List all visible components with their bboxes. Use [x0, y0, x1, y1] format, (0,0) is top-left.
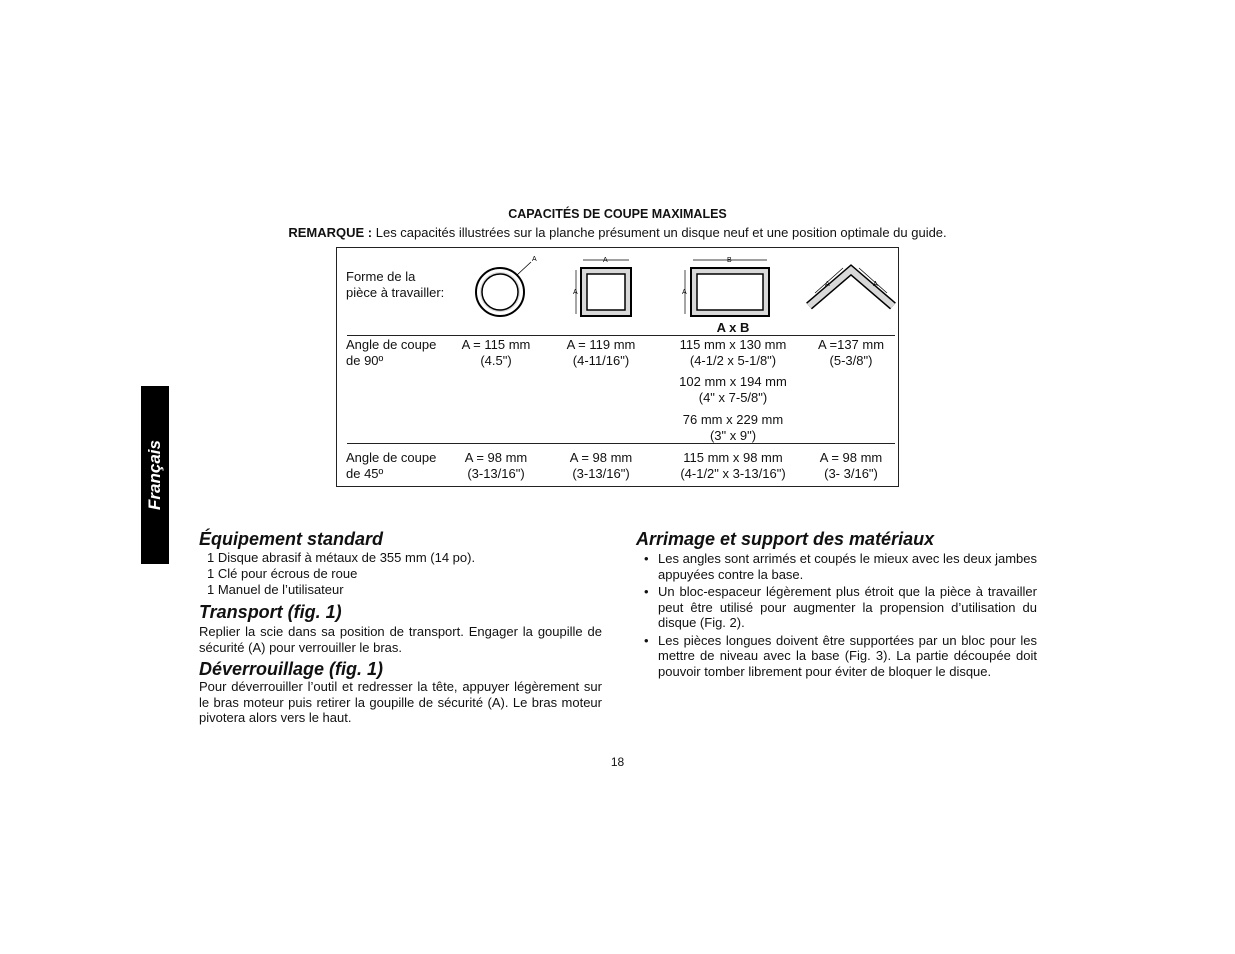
list-item: 1 Disque abrasif à métaux de 355 mm (14 po).: [207, 550, 476, 565]
equipment-heading: Équipement standard: [199, 529, 384, 549]
row90-label-line1: Angle de coupe: [346, 337, 437, 352]
dim-a-square-top: A: [603, 257, 608, 264]
dim-a-square-side: A: [573, 289, 578, 296]
table-divider-2: [347, 443, 895, 444]
row90-angle-imperial: (5-3/8"): [829, 353, 873, 368]
round-tube-shape: [476, 256, 537, 316]
unlocking-text: Pour déverrouiller l’outil et redresser la tête, appuyer légèrement sur le bras moteur puis retirer la goupille de sécurité (A). Le bras moteur pivotera alors vers le haut.: [199, 679, 602, 725]
language-tab-label: Français: [145, 440, 164, 510]
row45-round: [442, 450, 550, 482]
row45-rect-metric: 115 mm x 98 mm: [683, 450, 783, 465]
row90-rect2-imperial: (4" x 7-5/8"): [698, 390, 768, 405]
row90-rect3-metric: 76 mm x 229 mm: [682, 412, 784, 427]
row90-rect: [663, 337, 803, 444]
row90-square-imperial: (4-11/16"): [572, 353, 630, 368]
list-item: • Les angles sont arrimés et coupés le mieux avec les deux jambes appuyées contre la base.: [636, 551, 1037, 582]
row45-round-metric: A = 98 mm: [464, 450, 528, 465]
row45-label-line2: de 45º: [346, 466, 384, 481]
row90-round-metric: A = 115 mm: [461, 337, 531, 352]
transport-heading: Transport (fig. 1): [199, 602, 342, 622]
list-item: 1 Clé pour écrous de roue: [207, 566, 358, 581]
table-divider-1: [347, 335, 895, 336]
row90-square: [547, 337, 655, 369]
row45-round-imperial: (3-13/16"): [467, 466, 525, 481]
row45-square: [547, 450, 655, 482]
row45-rect-imperial: (4-1/2" x 3-13/16"): [680, 466, 786, 481]
row45-label-line1: Angle de coupe: [346, 450, 437, 465]
capacities-title: CAPACITÉS DE COUPE MAXIMALES: [508, 207, 727, 221]
row90-rect3-imperial: (3" x 9"): [709, 428, 757, 443]
row90-rect2-metric: 102 mm x 194 mm: [679, 374, 787, 389]
unlocking-heading: Déverrouillage (fig. 1): [199, 659, 384, 679]
rect-tube-shape: [682, 257, 769, 316]
row90-rect1-imperial: (4-1/2 x 5-1/8"): [689, 353, 777, 368]
dim-a-round: A: [532, 256, 537, 263]
row45-square-imperial: (3-13/16"): [572, 466, 630, 481]
clamping-heading: Arrimage et support des matériaux: [636, 529, 935, 549]
capacities-table: [336, 247, 899, 487]
row90-angle: [801, 337, 901, 369]
remark-text: Les capacités illustrées sur la planche présument un disque neuf et une position optimale du guide.: [372, 225, 947, 240]
dim-a-angle-left: A: [825, 281, 830, 288]
row90-label-line2: de 90º: [346, 353, 384, 368]
row90-round-imperial: (4.5"): [480, 353, 512, 368]
shape-label-line1: Forme de la: [346, 269, 416, 284]
row90-square-metric: A = 119 mm: [566, 337, 636, 352]
workpiece-shapes-illustration: [337, 248, 900, 340]
square-tube-shape: [573, 257, 631, 316]
language-tab: [141, 386, 169, 564]
shape-label-line2: pièce à travailler:: [346, 285, 445, 300]
equipment-list: [207, 550, 475, 598]
list-item: • Un bloc-espaceur légèrement plus étroit que la pièce à travailler peut être utilisé pour augmenter la propension d’utilisation du disque (Fig. 2).: [636, 584, 1037, 631]
remark-label: REMARQUE :: [288, 225, 373, 240]
row45-angle: [801, 450, 901, 482]
dim-a-rect-side: A: [682, 289, 687, 296]
row45-label: [346, 450, 436, 482]
row45-angle-imperial: (3- 3/16"): [824, 466, 878, 481]
dim-b-rect-top: B: [727, 257, 732, 264]
row45-square-metric: A = 98 mm: [569, 450, 633, 465]
row45-rect: [663, 450, 803, 482]
row90-rect1-metric: 115 mm x 130 mm: [679, 337, 787, 352]
row90-angle-metric: A =137 mm: [817, 337, 885, 352]
angle-iron-shape: [809, 268, 893, 306]
row90-round: [442, 337, 550, 369]
page-number: 18: [610, 755, 625, 769]
row90-label: [346, 337, 436, 369]
transport-text: Replier la scie dans sa position de transport. Engager la goupille de sécurité (A) pour verrouiller le bras.: [199, 624, 602, 655]
dim-a-angle-right: A: [873, 281, 878, 288]
capacities-remark: [0, 225, 1235, 240]
list-item: 1 Manuel de l’utilisateur: [207, 582, 344, 597]
list-item: • Les pièces longues doivent être supportées par un bloc pour les mettre de niveau avec la base (Fig. 3). La partie découpée doit pouvoir tomber librement pour éviter de bloquer le disque.: [636, 633, 1037, 680]
axb-label: A x B: [716, 320, 750, 335]
clamping-list: [636, 551, 1037, 681]
row45-angle-metric: A = 98 mm: [819, 450, 883, 465]
